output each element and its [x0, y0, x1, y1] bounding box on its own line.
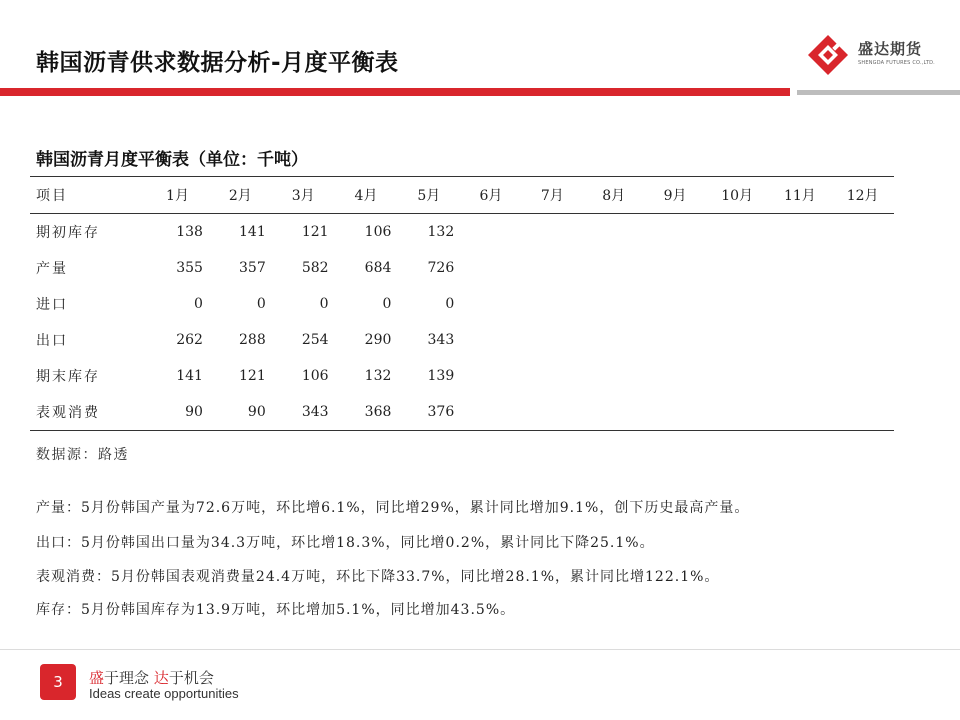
- table-cell: [460, 214, 521, 251]
- column-header: 2月: [209, 177, 272, 214]
- balance-table: [30, 176, 894, 431]
- table-cell: [460, 286, 521, 322]
- column-header: 8月: [583, 177, 644, 214]
- table-cell: 376: [397, 394, 460, 431]
- column-header: 11月: [769, 177, 832, 214]
- table-cell: [706, 322, 769, 358]
- table-cell: [769, 250, 832, 286]
- table-row: [30, 286, 894, 322]
- table-cell: [583, 286, 644, 322]
- table-title: 韩国沥青月度平衡表（单位：千吨）: [36, 150, 308, 170]
- table-cell: [831, 322, 894, 358]
- column-header: 6月: [460, 177, 521, 214]
- slogan-cn-part1: 盛: [89, 669, 105, 687]
- slogan-cn-part4: 于机会: [168, 669, 214, 687]
- table-cell: [706, 394, 769, 431]
- table-cell: 141: [239, 224, 266, 240]
- table-cell: [522, 322, 583, 358]
- table-cell: 343: [272, 394, 335, 431]
- table-cell: 262: [176, 332, 203, 348]
- company-logo: [806, 33, 936, 77]
- table-cell: 290: [364, 332, 392, 348]
- table-cell: 141: [176, 368, 203, 384]
- note-export: 出口：5月份韩国出口量为34.3万吨，环比增18.3%，同比增0.2%，累计同比下降25.1%。: [36, 535, 655, 551]
- table-cell: 368: [335, 394, 398, 431]
- column-header: 4月: [335, 177, 398, 214]
- logo-text-en: SHENGDA FUTURES CO.,LTD.: [858, 60, 935, 66]
- table-cell: [644, 322, 705, 358]
- row-label: 进口: [36, 297, 68, 313]
- slogan-cn-part2: 于理念: [104, 669, 154, 687]
- header-rule-red: [0, 88, 790, 96]
- page-number: 3: [40, 664, 76, 700]
- table-row: [30, 250, 894, 286]
- table-cell: 355: [176, 260, 203, 276]
- table-cell: [769, 394, 832, 431]
- table-cell: 90: [146, 394, 209, 431]
- table-cell: 0: [319, 296, 329, 312]
- table-cell: 0: [194, 296, 203, 312]
- table-cell: 132: [427, 224, 455, 240]
- table-cell: [644, 358, 705, 394]
- row-label: 期初库存: [36, 225, 100, 241]
- header-rule-grey: [797, 90, 960, 95]
- column-header: 5月: [397, 177, 460, 214]
- table-cell: 0: [382, 296, 392, 312]
- table-cell: [769, 286, 832, 322]
- logo-text-cn: 盛达期货: [858, 40, 923, 58]
- table-cell: [583, 322, 644, 358]
- table-row: [30, 394, 894, 431]
- row-label: 产量: [36, 261, 68, 277]
- page-title: 韩国沥青供求数据分析-月度平衡表: [36, 50, 399, 76]
- table-cell: 0: [445, 296, 455, 312]
- column-header: 10月: [706, 177, 769, 214]
- table-cell: 138: [176, 224, 203, 240]
- table-cell: [831, 250, 894, 286]
- table-cell: 254: [301, 332, 329, 348]
- table-cell: [706, 286, 769, 322]
- table-cell: 132: [364, 368, 392, 384]
- table-cell: 121: [239, 368, 266, 384]
- table-cell: [460, 322, 521, 358]
- table-cell: 121: [301, 224, 329, 240]
- table-row: [30, 214, 894, 251]
- table-row: [30, 358, 894, 394]
- table-cell: [583, 394, 644, 431]
- table-cell: [644, 394, 705, 431]
- table-cell: [522, 286, 583, 322]
- table-cell: [460, 250, 521, 286]
- table-cell: [706, 214, 769, 251]
- table-cell: [644, 286, 705, 322]
- table-cell: [769, 358, 832, 394]
- table-cell: [522, 250, 583, 286]
- slogan-cn-part3: 达: [153, 669, 169, 687]
- table-cell: 106: [364, 224, 392, 240]
- table-cell: 288: [239, 332, 266, 348]
- row-label: 期末库存: [36, 369, 100, 385]
- footer-rule: [0, 649, 960, 650]
- table-cell: 343: [427, 332, 455, 348]
- note-production: 产量：5月份韩国产量为72.6万吨，环比增6.1%，同比增29%，累计同比增加9.1%，创下历史最高产量。: [36, 500, 750, 516]
- table-cell: [769, 322, 832, 358]
- table-row: [30, 322, 894, 358]
- column-header: 项目: [30, 177, 146, 214]
- table-cell: [831, 286, 894, 322]
- note-inventory: 库存：5月份韩国库存为13.9万吨，环比增加5.1%，同比增加43.5%。: [36, 602, 516, 618]
- column-header: 12月: [831, 177, 894, 214]
- table-cell: [769, 214, 832, 251]
- table-cell: 0: [256, 296, 266, 312]
- table-cell: 139: [427, 368, 455, 384]
- table-cell: [522, 394, 583, 431]
- table-cell: [706, 358, 769, 394]
- table-cell: [644, 214, 705, 251]
- table-cell: [583, 358, 644, 394]
- table-cell: 357: [239, 260, 266, 276]
- column-header: 9月: [644, 177, 705, 214]
- table-cell: [831, 394, 894, 431]
- column-header: 7月: [522, 177, 583, 214]
- table-cell: [460, 358, 521, 394]
- table-cell: [522, 358, 583, 394]
- column-header: 1月: [146, 177, 209, 214]
- column-header: 3月: [272, 177, 335, 214]
- table-cell: 684: [364, 260, 392, 276]
- table-cell: [706, 250, 769, 286]
- slogan-cn: [89, 667, 214, 688]
- table-cell: [522, 214, 583, 251]
- table-cell: 726: [427, 260, 455, 276]
- table-cell: [644, 250, 705, 286]
- table-cell: 106: [301, 368, 329, 384]
- note-consumption: 表观消费：5月份韩国表观消费量24.4万吨，环比下降33.7%，同比增28.1%，累计同比增122.1%。: [36, 569, 720, 585]
- table-cell: [583, 214, 644, 251]
- row-label: 表观消费: [30, 394, 146, 431]
- table-cell: 90: [209, 394, 272, 431]
- logo-mark-icon: [806, 33, 850, 77]
- data-source: 数据源：路透: [36, 447, 129, 463]
- table-cell: [460, 394, 521, 431]
- table-cell: 582: [301, 260, 329, 276]
- table-cell: [831, 358, 894, 394]
- row-label: 出口: [36, 333, 68, 349]
- slogan-en: Ideas create opportunities: [89, 686, 239, 701]
- table-cell: [583, 250, 644, 286]
- table-cell: [831, 214, 894, 251]
- table-header-row: [30, 177, 894, 214]
